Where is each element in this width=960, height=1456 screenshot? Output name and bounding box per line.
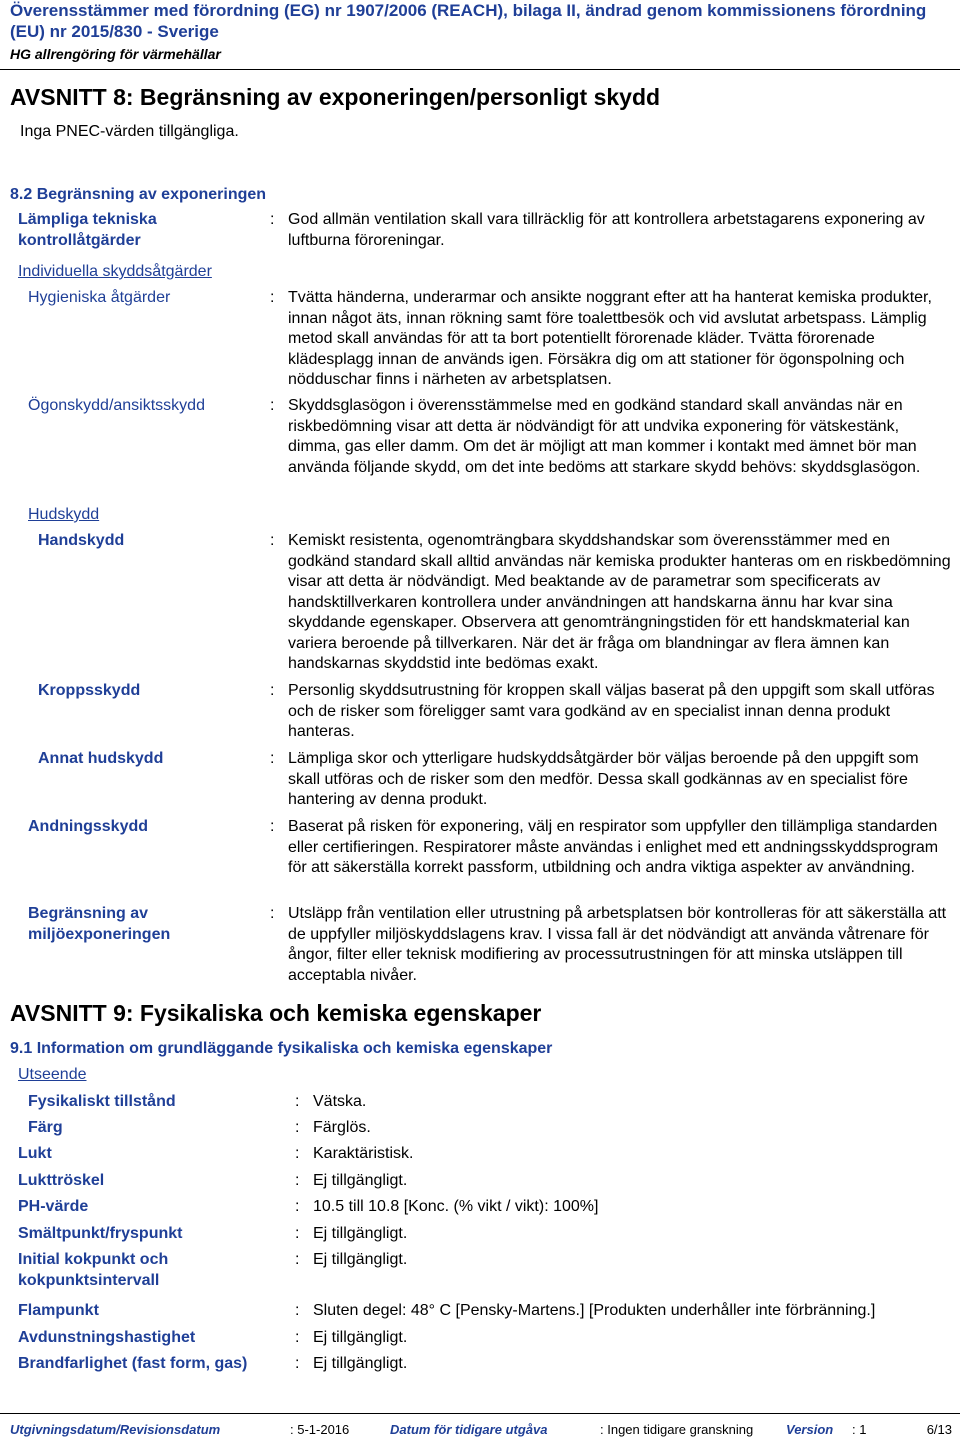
hand-protection-value: Kemiskt resistenta, ogenomträngbara skyddshandskar som överensstämmer med en godkänd standard skall alltid användas när kemiska produkter hanteras om en riskbedömning visar att detta är nödvändigt. Med beaktande av de parametrar som specificerats av handsktillverkaren kontrollera under användningen att handskarna ännu har kvar sina skyddande egenskaper. Observera att genomträngningstiden för ett handskmaterial kan variera beroende på tillverkaren. När det är fråga om blandningar av flera ämnen kan handskarnas skyddstid inte bedömas exakt. bbox=[288, 532, 951, 672]
colon: : bbox=[295, 1145, 300, 1162]
property-value: Ej tillgängligt. bbox=[313, 1251, 408, 1268]
property-value: Ej tillgängligt. bbox=[313, 1329, 408, 1346]
colon: : bbox=[270, 211, 275, 228]
property-label: Fysikaliskt tillstånd bbox=[28, 1093, 176, 1110]
eye-protection-label: Ögonskydd/ansiktsskydd bbox=[28, 397, 205, 414]
hand-protection-label: Handskydd bbox=[38, 532, 125, 549]
colon: : bbox=[295, 1172, 300, 1189]
property-label: Lukttröskel bbox=[18, 1172, 105, 1189]
eye-protection-value: Skyddsglasögon i överensstämmelse med en godkänd standard skall användas när en riskbedömning visar att detta är nödvändigt för att undvika exponering för vätskestänk, dimma, gas eller damm. Om det är möjligt att man kommer i kontakt med ämnet bör man använda följande skydd, om det inte bedöms att starkare skydd behövs: skyddsglasögon. bbox=[288, 397, 921, 476]
respiratory-protection-value: Baserat på risken för exponering, välj en respirator som uppfyller den tillämpliga standarden eller certifieringen. Respiratorer måste användas i enlighet med ett andningsskyddsprogram för att säkerställa korrekt passform, utbildning och andra viktiga aspekter av användning. bbox=[288, 818, 939, 876]
colon: : bbox=[295, 1198, 300, 1215]
technical-controls-value: God allmän ventilation skall vara tillräcklig för att kontrollera arbetstagarens exponering av luftburna föroreningar. bbox=[288, 211, 925, 249]
property-label: Lukt bbox=[18, 1145, 52, 1162]
property-label: Avdunstningshastighet bbox=[18, 1329, 196, 1346]
colon: : bbox=[270, 682, 275, 699]
footer-rule bbox=[0, 1413, 960, 1414]
section-8-title: AVSNITT 8: Begränsning av exponeringen/personligt skydd bbox=[10, 84, 661, 110]
colon: : bbox=[295, 1329, 300, 1346]
property-label: Smältpunkt/fryspunkt bbox=[18, 1225, 183, 1242]
property-value: 10.5 till 10.8 [Konc. (% vikt / vikt): 100%] bbox=[313, 1198, 599, 1215]
colon: : bbox=[270, 289, 275, 306]
property-value: Ej tillgängligt. bbox=[313, 1225, 408, 1242]
body-protection-label: Kroppsskydd bbox=[38, 682, 141, 699]
appearance-heading: Utseende bbox=[18, 1066, 87, 1083]
colon: : bbox=[270, 818, 275, 835]
colon: : bbox=[270, 750, 275, 767]
property-value: Ej tillgängligt. bbox=[313, 1172, 408, 1189]
technical-controls-label: Lämpliga tekniska kontrollåtgärder bbox=[18, 211, 157, 249]
property-label: Initial kokpunkt och kokpunktsintervall bbox=[18, 1251, 169, 1289]
colon: : bbox=[270, 532, 275, 549]
page-number: 6/13 bbox=[926, 1422, 952, 1437]
respiratory-protection-label: Andningsskydd bbox=[28, 818, 149, 835]
colon: : bbox=[295, 1355, 300, 1372]
property-label: Flampunkt bbox=[18, 1302, 99, 1319]
footer bbox=[10, 1422, 955, 1438]
property-label: PH-värde bbox=[18, 1198, 89, 1215]
previous-date-label: Datum för tidigare utgåva bbox=[390, 1422, 548, 1437]
product-name: HG allrengöring för värmehällar bbox=[10, 46, 221, 62]
individual-measures-heading: Individuella skyddsåtgärder bbox=[18, 263, 212, 280]
version-label: Version bbox=[786, 1422, 834, 1437]
other-skin-protection-label: Annat hudskydd bbox=[38, 750, 164, 767]
property-value: Färglös. bbox=[313, 1119, 371, 1136]
pnec-note: Inga PNEC-värden tillgängliga. bbox=[20, 123, 239, 140]
other-skin-protection-value: Lämpliga skor och ytterligare hudskyddsåtgärder bör väljas beroende på den uppgift som skall utföras och de risker som den medför. Dessa skall godkännas av en specialist före hantering av denna produkt. bbox=[288, 750, 919, 808]
header-rule bbox=[0, 69, 960, 70]
colon: : bbox=[295, 1302, 300, 1319]
subsection-9-1-title: 9.1 Information om grundläggande fysikaliska och kemiska egenskaper bbox=[10, 1040, 553, 1057]
environmental-exposure-label: Begränsning av miljöexponeringen bbox=[28, 905, 171, 943]
colon: : bbox=[295, 1093, 300, 1110]
colon: : bbox=[270, 905, 275, 922]
document-header-title: Överensstämmer med förordning (EG) nr 1907/2006 (REACH), bilaga II, ändrad genom kommissionens förordning (EU) nr 2015/830 - Sverige bbox=[10, 1, 927, 41]
version-value: : 1 bbox=[852, 1422, 867, 1437]
subsection-8-2-title: 8.2 Begränsning av exponeringen bbox=[10, 186, 267, 203]
colon: : bbox=[295, 1251, 300, 1268]
colon: : bbox=[295, 1119, 300, 1136]
skin-protection-heading: Hudskydd bbox=[28, 506, 100, 523]
body-protection-value: Personlig skyddsutrustning för kroppen skall väljas baserat på den uppgift som skall utföras och de risker som föreligger samt vara godkänd av en specialist innan denna produkt hanteras. bbox=[288, 682, 935, 740]
hygiene-label: Hygieniska åtgärder bbox=[28, 289, 171, 306]
colon: : bbox=[295, 1225, 300, 1242]
section-9-title: AVSNITT 9: Fysikaliska och kemiska egenskaper bbox=[10, 1000, 542, 1026]
issue-date-value: : 5-1-2016 bbox=[290, 1422, 350, 1437]
property-label: Färg bbox=[28, 1119, 63, 1136]
issue-date-label: Utgivningsdatum/Revisionsdatum bbox=[10, 1422, 221, 1437]
previous-date-value: : Ingen tidigare granskning bbox=[600, 1422, 754, 1437]
hygiene-value: Tvätta händerna, underarmar och ansikte noggrant efter att ha hanterat kemiska produkter, innan något äts, innan rökning samt före toalettbesök och vid avslutat arbetspass. Lämplig metod skall användas för att ta bort potentiellt förorenade kläder. Tvätta förorenade klädesplagg innan de används igen. Försäkra dig om att stationer för ögonspolning och nödduschar finns i närheten av arbetsplatsen. bbox=[288, 289, 932, 388]
colon: : bbox=[270, 397, 275, 414]
property-value: Sluten degel: 48° C [Pensky-Martens.] [Produkten underhåller inte förbränning.] bbox=[313, 1302, 876, 1319]
property-value: Vätska. bbox=[313, 1093, 367, 1110]
property-label: Brandfarlighet (fast form, gas) bbox=[18, 1355, 248, 1372]
property-value: Karaktäristisk. bbox=[313, 1145, 414, 1162]
property-value: Ej tillgängligt. bbox=[313, 1355, 408, 1372]
environmental-exposure-value: Utsläpp från ventilation eller utrustning på arbetsplatsen bör kontrolleras för att säkerställa att de uppfyller miljöskyddslagens krav. I vissa fall är det nödvändigt att använda våtrenare för ångor, filter eller teknisk modifiering av processutrustningen för att minska utsläppen till acceptabla nivåer. bbox=[288, 905, 947, 984]
